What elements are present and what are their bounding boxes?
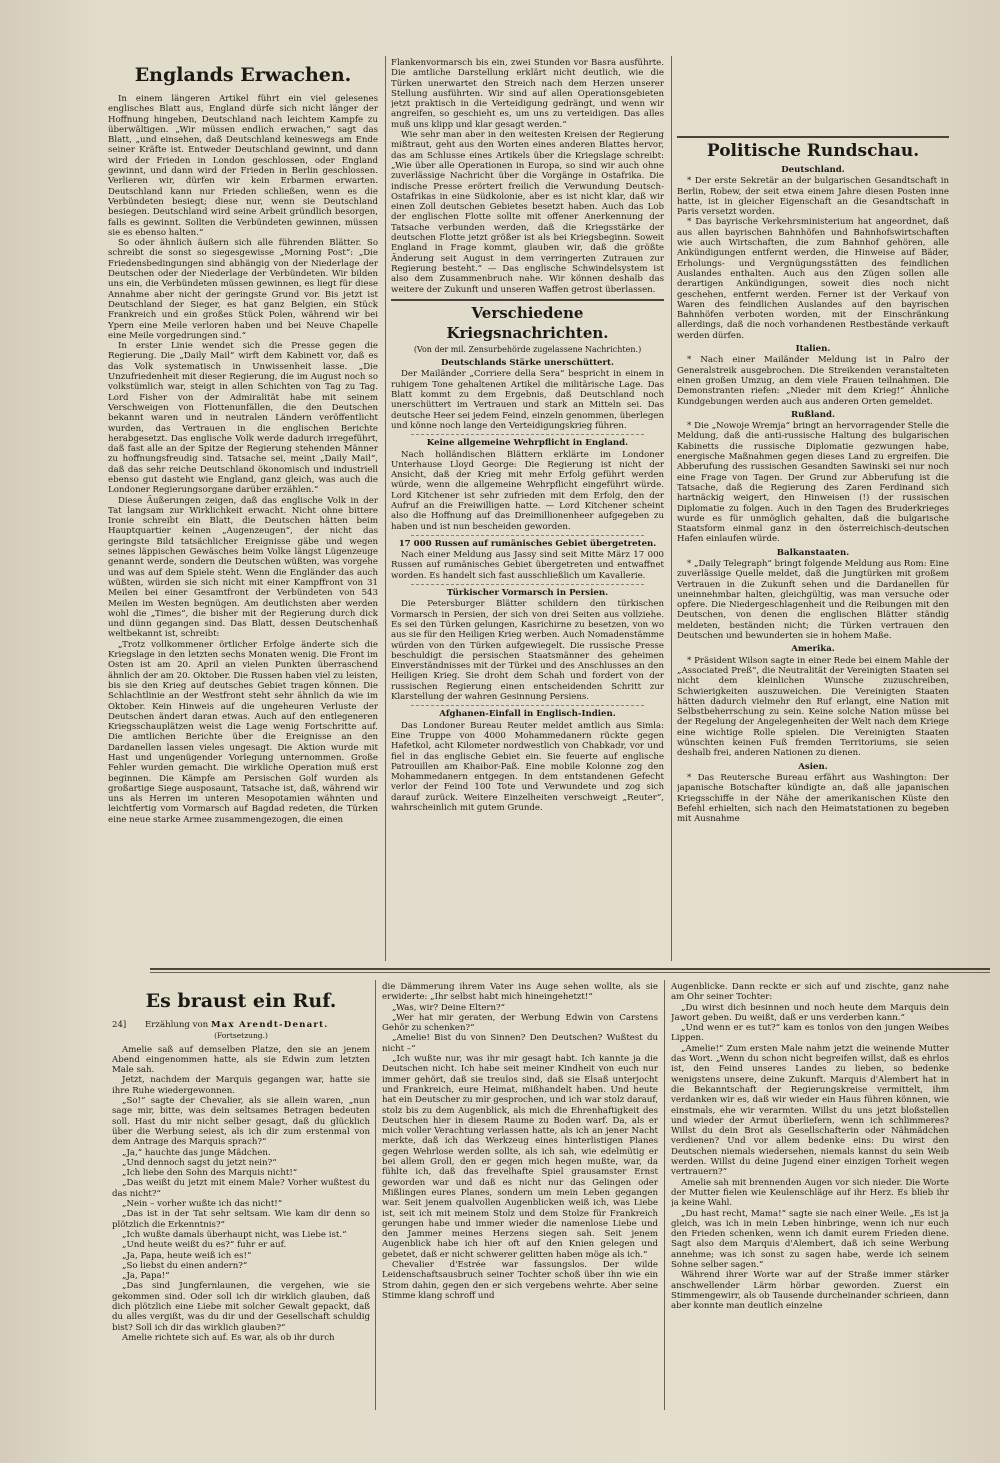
paragraph: „Was, wir? Deine Eltern?“: [392, 1002, 506, 1013]
separator: [411, 535, 644, 536]
article-title: Verschiedene Kriegsnachrichten.: [446, 303, 609, 342]
article-title: Politische Rundschau.: [706, 141, 920, 161]
paragraph: * Nach einer Mailänder Meldung ist in Palro der Generalstreik ausgebrochen. Die Streikenden veranstalteten einen großen Umzug, an dem viele Frauen teilnahmen. Die Demonstranten riefen: „Nieder mit dem Krieg!“ Ähnliche Kundgebungen werden auch aus anderen Orten gemeldet.: [677, 355, 949, 407]
column-three: [677, 58, 949, 963]
section-heading: Afghanen-Einfall in Englisch-Indien.: [439, 709, 616, 720]
paragraph: „Und dennoch sagst du jetzt nein?“: [122, 1157, 277, 1168]
paragraph: Der Mailänder „Corriere della Sera“ bespricht in einem in ruhigem Tone gehaltenen Artikel die militärische Lage. Das Blatt kommt zu dem Ergebnis, daß Deutschland noch unerschüttert im Vertrauen und stark an Mitteln sei. Das deutsche Heer sei jedem Feind, einzeln genommen, überlegen und könne noch lange den Verteidigungskrieg führen.: [391, 369, 664, 431]
paragraph: „Du hast recht, Mama!“ sagte sie nach einer Weile. „Es ist ja gleich, was ich in mein Leben hinbringe, wenn ich nur euch den Frieden schenken, wenn ich damit eurem Frieden diene. Sagt also dem Marquis d'Alembert, daß ich seine Werbung annehme; was ich sonst zu sagen habe, werde ich seinem Sohne selber sagen.“: [671, 1208, 949, 1271]
paragraph: In erster Linie wendet sich die Presse gegen die Regierung. Die „Daily Mail“ wirft dem Kabinett vor, daß es das Volk systematisch in Unwissenheit lasse. „Die Unzufriedenheit mit dieser Regierung, die im August noch so volkstümlich war, steigt in allen Schichten von Tag zu Tag. Lord Fisher von der Admiralität habe mit seinem Verschweigen von Flottenunfällen, die den Deutschen bekannt waren und in neutralen Ländern veröffentlicht wurden, das Vertrauen in die englischen Berichte herabgesetzt. Das englische Volk werde dadurch irregeführt, daß fast alle an der Spitze der Regierung stehenden Männer zu hoffnungsfreudig sind. Tatsache sei, meint „Daily Mail“, daß das sehr reiche Deutschland ökonomisch und industriell ebenso gut dasteht wie England, ganz gleich, was auch die Londoner Regierungsorgane darüber erzählen.“: [108, 341, 378, 496]
paragraph: „Das weißt du jetzt mit einem Male? Vorher wußtest du das nicht?“: [112, 1178, 370, 1199]
paragraph: „Ich wußte nur, was ihr mir gesagt habt. Ich kannte ja die Deutschen nicht. Ich habe seit meiner Kindheit von euch nur immer gehört, daß sie treulos sind, daß sie Elsaß unterjocht und Frankreich, eure Heimat, mißhandelt haben. Und heute hat ein Deutscher zu mir gesprochen, und ich war stolz darauf, stolz bis zu dem Augenblick, als mich die Ehrenhaftigkeit des Deutschen hier in diesem Raume zu Boden warf. Da, als er mich voller Verachtung verlassen hatte, als ich an jener Nacht merkte, daß ich das Werkzeug eines hinterlistigen Planes gegen Wehrlose werden sollte, als ich sah, wie edelmütig er bei allem Groll, den er gegen mich hegen mußte, war, da fühlte ich, daß das frevelhafte Spiel grausamster Ernst geworden war und daß es nicht nur das Gelingen oder Mißlingen eures Planes, sondern um mein Leben gegangen war. Seit jenem qualvollen Augenblicken weiß ich, was Liebe ist, seit ich mit meinem Stolz und dem Stolze für Frankreich gerungen habe und immer wieder die namenlose Liebe und den Jammer meines Herzens siegen sah. Seit jenem Augenblick habe ich hier oft auf den Knien gelegen und gebetet, daß er nicht schwerer gelitten haben möge als ich.“: [382, 1054, 658, 1260]
paragraph: „Das ist in der Tat sehr seltsam. Wie kam dir denn so plötzlich die Erkenntnis?“: [112, 1209, 370, 1230]
column-rule: [385, 56, 386, 961]
paragraph: Amelie saß auf demselben Platze, den sie an jenem Abend eingenommen hatte, als sie Edwin zum letzten Male sah.: [112, 1044, 370, 1076]
column-rule: [375, 980, 376, 1410]
section-heading: Deutschland.: [781, 165, 845, 175]
section-heading: 17 000 Russen auf rumänisches Gebiet übergetreten.: [398, 538, 657, 549]
paragraph: So oder ähnlich äußern sich alle führenden Blätter. So schreibt die sonst so siegesgewisse „Morning Post“: „Die Friedensbedingungen sind abhängig von der Niederlage der Deutschen oder der Niederlage der Verbündeten. Wir bilden uns ein, die Verbündeten müssen gewinnen, es liegt für diese Annahme aber nicht der geringste Grund vor. Bis jetzt ist Deutschland der Sieger, es hat ganz Belgien, ein Stück Frankreich und ein großes Stück Polen, während wir bei Ypern eine Meile verloren haben und bei Neuve Chapelle eine Meile vorgedrungen sind.“: [108, 238, 378, 341]
paragraph: die Dämmerung ihrem Vater ins Auge sehen wollte, als sie erwiderte: „Ihr selbst habt mich hineingehetzt!“: [382, 982, 658, 1003]
paragraph: Chevalier d'Estrée war fassungslos. Der wilde Leidenschaftsausbruch seiner Tochter schoß über ihn wie ein Strom dahin, gegen den er sich vergebens wehrte. Aber seine Stimme klang schroff und: [382, 1260, 658, 1301]
paragraph: „Ich liebe den Sohn des Marquis nicht!“: [122, 1168, 298, 1179]
paragraph: * Das Reutersche Bureau erfährt aus Washington: Der japanische Botschafter kündigte an, daß alle japanischen Kriegsschiffe in der Nähe der amerikanischen Küste den Befehl erhielten, sich nach den Heimatstationen zu begeben mit Ausnahme: [677, 772, 949, 825]
paragraph: Wie sehr man aber in den weitesten Kreisen der Regierung mißtraut, geht aus den Worten eines anderen Blattes hervor, das am Schlusse eines Artikels über die Kriegslage schreibt: „Wie über alle Operationen in Europa, so sind wir auch ohne zuverlässige Nachricht über die Vorgänge in Ostafrika. Die indische Presse erörtert freilich die Verwundung Deutsch-Ostafrikas in eine Südkolonie, aber es ist nicht klar, daß wir einen Zoll deutschen Gebietes besetzt haben. Auch das Lob der englischen Flotte sollte mit offener Anerkennung der Tatsache verbunden werden, daß die Kriegsstärke der deutschen Flotte jetzt größer ist als bei Kriegsbeginn. Soweit England in Frage kommt, glauben wir, daß die größte Änderung seit August in dem verringerten Zutrauen zur Regierung besteht.“ — Das englische Schwindelsystem ist also dem Zusammenbruch nahe. Wir können deshalb das weitere der Zukunft und unseren Waffen getrost überlassen.: [391, 130, 664, 295]
paragraph: * Der erste Sekretär an der bulgarischen Gesandtschaft in Berlin, Robew, der seit etwa einem Jahre diesen Posten inne hatte, ist in gleicher Eigenschaft an die Gesandtschaft in Paris versetzt worden.: [677, 176, 949, 218]
paragraph: Diese Äußerungen zeigen, daß das englische Volk in der Tat langsam zur Wirklichkeit erwacht. Nicht ohne bittere Ironie schreibt ein Blatt, die Deutschen hätten beim Hauptquartier keinen „Augenzeugen“, der nicht das geringste Bild tatsächlicher Ereignisse gäbe und wegen seines läppischen Gewäsches beim Volke längst Lügenzeuge genannt werde, sondern die Deutschen wüßten, was vorgehe und was auf dem Spiele steht. Wenn die Engländer das auch wüßten, würden sie sich nicht mit einer Kampffront von 31 Meilen bei einer Gesamtfront der Verbündeten von 543 Meilen im Westen begnügen. Am deutlichsten aber werden wohl die „Times“, die bisher mit der Regierung durch dick und dünn gegangen sind. Das Blatt, dessen Deutschenhaß weltbekannt ist, schreibt:: [108, 495, 378, 640]
article-title: Englands Erwachen.: [134, 64, 352, 86]
section-heading: Italien.: [795, 344, 831, 355]
section-heading: Deutschlands Stärke unerschüttert.: [440, 358, 615, 369]
paragraph: Amelie richtete sich auf. Es war, als ob ihr durch: [122, 1332, 335, 1343]
section-heading: Keine allgemeine Wehrpflicht in England.: [426, 438, 629, 449]
paragraph: Jetzt, nachdem der Marquis gegangen war, hatte sie ihre Ruhe wiedergewonnen.: [112, 1075, 370, 1096]
serial-number: 24]: [112, 1020, 127, 1030]
separator: [411, 705, 644, 706]
column-rule: [671, 56, 672, 961]
paragraph: „So liebst du einen andern?“: [122, 1260, 248, 1271]
paragraph: „Und wenn er es tut?“ kam es tonlos von den jungen Weibes Lippen.: [671, 1023, 949, 1044]
section-heading: Türkischer Vormarsch in Persien.: [446, 588, 609, 599]
paragraph: * Das bayrische Verkehrsministerium hat angeordnet, daß aus allen bayrischen Bahnhöfen und Bahnhofswirtschaften wie auch Wirtschaften, die zum Bahnhof gehören, alle Ankündigungen entfernt werden, die Hinweise auf Bäder, Erholungs- und Vergnügungsstätten des feindlichen Auslandes enthalten. Auch aus den Zügen sollen alle derartigen Ankündigungen, soweit dies noch nicht geschehen, entfernt werden. Ferner ist der Verkauf von Waren des feindlichen Auslandes auf den bayrischen Bahnhöfen verboten worden, mit der Einschränkung allerdings, daß die noch vorhandenen Restbestände verkauft werden dürfen.: [677, 217, 949, 341]
separator: [411, 584, 644, 585]
serial-byline: [112, 1020, 370, 1030]
paragraph: „Nein – vorher wußte ich das nicht!“: [122, 1199, 283, 1210]
paragraph: In einem längeren Artikel führt ein viel gelesenes englisches Blatt aus, England dürfe sich nicht länger der Hoffnung hingeben, Deutschland nach leichtem Kampfe zu überwältigen. „Wir müssen endlich erwachen,“ sagt das Blatt, „und einsehen, daß Deutschland keineswegs am Ende seiner Kräfte ist. Entweder Deutschland gewinnt, und dann wird der Frieden in London geschlossen, oder England gewinnt, und dann wird der Frieden in Berlin geschlossen. Verlieren wir, dürfen wir kein Erbarmen erwarten. Deutschland kann nur Frieden schließen, wenn es die Verbündeten besiegt; diese nur, wenn sie Deutschland besiegen. Deutschland wird seine Arbeit gründlich besorgen, falls es gewinnt. Sollten die Verbündeten gewinnen, müssen sie es ebenso halten.“: [108, 94, 378, 238]
paragraph: „Ich wußte damals überhaupt nicht, was Liebe ist.“: [122, 1229, 347, 1240]
paragraph: „Trotz vollkommener örtlicher Erfolge änderte sich die Kriegslage in den letzten sechs Monaten wenig. Die Front im Osten ist am 20. April an vielen Punkten überraschend ähnlich der am 20. Oktober. Die Russen haben viel zu leisten, bis sie den Krieg auf deutsches Gebiet tragen können. Die Schlachtlinie an der Westfront steht sehr ähnlich da wie im Oktober. Kein Hinweis auf die ungeheuren Verluste der Deutschen ändert daran etwas. Auch auf den entlegeneren Kriegsschauplätzen weist die Lage wenig Fortschritte auf. Die amtlichen Berichte über die Ereignisse an den Dardanellen lassen vieles ungesagt. Die Aktion wurde mit Hast und ungenügender Vorlegung unternommen. Große Fehler wurden gemacht. Die wirkliche Operation muß erst beginnen. Die Kämpfe am Persischen Golf wurden als großartige Siege ausposaunt, Tatsache ist, daß, während wir uns als Herren im unteren Mesopotamien wähnten und leichtfertig vom Vormarsch auf Bagdad redeten, die Türken eine neue starke Armee zusammengezogen, die einen: [108, 639, 378, 825]
paragraph: „Ja,“ hauchte das junge Mädchen.: [122, 1147, 271, 1158]
article-divider: [677, 136, 949, 138]
paragraph: * Die „Nowoje Wremja“ bringt an hervorragender Stelle die Meldung, daß die anti-russische Haltung des bulgarischen Kabinetts die russische Diplomatie gezwungen habe, energische Maßnahmen gegen dieses Land zu ergreifen. Die Abberufung des russischen Gesandten Sawinski sei nur noch eine Frage von Tagen. Der Grund zur Abberufung ist die Tatsache, daß die Regierung des Zaren Ferdinand sich hartnäckig weigert, den Hinweisen (!) der russischen Diplomatie zu folgen. Auch in den Tagen des Bruderkrieges wurde es für unmöglich gehalten, daß die bulgarische Staatsform einmal ganz in den österreichisch-deutschen Hafen einlaufen würde.: [677, 421, 949, 545]
serial-title: Es braust ein Ruf.: [145, 990, 337, 1012]
article-englands-erwachen: [108, 58, 378, 963]
paragraph: * Präsident Wilson sagte in einer Rede bei einem Mahle der „Associated Preß“, die Neutralität der Vereinigten Staaten sei nicht dem kleinlichen Wunsche zuzuschreiben, Schwierigkeiten auszuweichen. Die Vereinigten Staaten hätten dadurch vielmehr den Ruf erlangt, eine Nation mit Selbstbeherrschung zu sein. Keine solche Nation müsse bei der Regelung der Angelegenheiten der Welt nach dem Kriege eine wichtige Rolle spielen. Die Vereinigten Staaten wünschten keinen Fuß fremden Territoriums, sie seien deshalb frei, anderen Nationen zu dienen.: [677, 655, 949, 759]
paragraph: „Du wirst dich besinnen und noch heute dem Marquis dein Jawort geben. Du weißt, daß er uns verderben kann.“: [671, 1002, 949, 1023]
section-heading: Amerika.: [791, 644, 835, 655]
paragraph: „Amelie! Bist du von Sinnen? Den Deutschen? Wußtest du nicht –“: [382, 1033, 658, 1054]
paragraph: Nach holländischen Blättern erklärte im Londoner Unterhause Lloyd George: Die Regierung ist nicht der Ansicht, daß der Krieg mit mehr Erfolg geführt werden würde, wenn die allgemeine Wehrpflicht eingeführt würde. Lord Kitchener ist sehr zufrieden mit dem Erfolg, den der Aufruf an die Freiwilligen hatte. — Lord Kitchener scheint also die Hoffnung auf das Dreimillionenheer aufgegeben zu haben und ist nun bescheiden geworden.: [391, 449, 664, 532]
separator: [411, 434, 644, 435]
paragraph: Flankenvormarsch bis ein, zwei Stunden vor Basra ausführte. Die amtliche Darstellung erklärt nicht deutlich, wie die Türken unerwartet den Streich nach dem Herzen unserer Stellung ausführten. Wir sind auf allen Operationsgebieten jetzt praktisch in die Verteidigung gedrängt, und wenn wir angreifen, so geschieht es, um uns zu verteidigen. Das alles muß uns klipp und klar gesagt werden.“: [391, 58, 664, 130]
paragraph: „Ja, Papa!“: [122, 1271, 170, 1282]
section-heading: Rußland.: [790, 409, 835, 420]
feuilleton-divider: [150, 968, 990, 970]
paragraph: „Und heute weißt du es?“ fuhr er auf.: [122, 1240, 287, 1251]
serial-author: Max Arendt-Denart.: [210, 1020, 329, 1030]
serial-continuation: (Fortsetzung.): [214, 1031, 268, 1041]
serial-column-3: [671, 982, 949, 1407]
article-divider: [391, 299, 664, 301]
section-heading: Asien.: [798, 761, 828, 772]
paragraph: Die Petersburger Blätter schildern den türkischen Vormarsch in Persien, der sich von drei Seiten aus vollziehe. Es sei den Türken gelungen, Kasrichirne zu besetzen, von wo aus sie für den Heiligen Krieg werben. Auch Nomadenstämme würden von den Türken aufgewiegelt. Die russische Presse beschuldigt die persischen Staatsmänner des geheimen Einverständnisses mit der Türkei und des Anschlusses an den Heiligen Krieg. Sie droht dem Schah und fordert von der russischen Regierung einen entscheidenden Schritt zur Klarstellung der wahren Gesinnung Persiens.: [391, 599, 664, 703]
column-rule: [664, 980, 665, 1410]
paragraph: Amelie sah mit brennenden Augen vor sich nieder. Die Worte der Mutter fielen wie Keulenschläge auf ihr Herz. Es blieb ihr ja keine Wahl.: [671, 1177, 949, 1209]
paragraph: * „Daily Telegraph“ bringt folgende Meldung aus Rom: Eine zuverlässige Quelle meldet, daß die Jungtürken mit großem Vertrauen in die Zukunft sehen und die Dardanellen für uneinnehmbar halten, gleichgültig, was man versuche oder opfere. Die Niedergeschlagenheit und die Reibungen mit den Deutschen, von denen die englischen Blätter ständig meldeten, beständen nicht; die Türken vertrauen den Deutschen und bewunderten sie in hohem Maße.: [677, 558, 949, 642]
paragraph: Nach einer Meldung aus Jassy sind seit Mitte März 17 000 Russen auf rumänisches Gebiet übergetreten und entwaffnet worden. Es handelt sich fast ausschließlich um Kavallerie.: [391, 550, 664, 581]
paragraph: „Ja, Papa, heute weiß ich es!“: [122, 1250, 252, 1261]
feuilleton-divider-thin: [150, 972, 990, 973]
paragraph: „Das sind Jungfernlaunen, die vergehen, wie sie gekommen sind. Oder soll ich dir wirklich glauben, daß dich plötzlich eine Liebe mit solcher Gewalt gepackt, daß du alles vergißt, was du dir und der Gesellschaft schuldig bist? Soll ich dir das wirklich glauben?“: [112, 1281, 370, 1333]
serial-column-2: [382, 982, 658, 1407]
paragraph: Das Londoner Bureau Reuter meldet amtlich aus Simla: Eine Truppe von 4000 Mohammedanern rückte gegen Hafetkol, acht Kilometer nordwestlich von Chabkadr, vor und fiel in das englische Gebiet ein. Sie feuerte auf englische Patrouillen am Khaibor-Paß. Eine mobile Kolonne zog den Mohammedanern entgegen. In dem entstandenen Gefecht verlor der Feind 100 Tote und Verwundete und zog sich darauf zurück. Weitere Einzelheiten verschweigt „Reuter“, wahrscheinlich mit gutem Grunde.: [391, 720, 664, 813]
paragraph: „So!“ sagte der Chevalier, als sie allein waren, „nun sage mir, bitte, was dein seltsames Betragen bedeuten soll. Hast du mir nicht selber gesagt, daß du glücklich über die Werbung seiest, als ich dir zum erstenmal von dem Antrage des Marquis sprach?“: [112, 1096, 370, 1148]
paragraph: Während ihrer Worte war auf der Straße immer stärker anschwellender Lärm hörbar geworden. Zuerst ein Stimmengewirr, als ob Tausende durcheinander schrieen, dann aber konnte man deutlich einzelne: [671, 1270, 949, 1312]
article-subtitle: (Von der mil. Zensurbehörde zugelassene Nachrichten.): [413, 344, 642, 354]
paragraph: „Wer hat mir geraten, der Werbung Edwin von Carstens Gehör zu schenken?“: [382, 1012, 658, 1034]
byline-prefix: Erzählung von: [145, 1020, 209, 1030]
paragraph: Augenblicke. Dann reckte er sich auf und zischte, ganz nahe am Ohr seiner Tochter:: [671, 982, 949, 1003]
paragraph: „Amelie!“ Zum ersten Male nahm jetzt die weinende Mutter das Wort. „Wenn du schon nicht begreifen willst, daß es ehrlos ist, den Feind unseres Landes zu lieben, so bedenke wenigstens unsere, deine Zukunft. Marquis d'Alembert hat in die Bekanntschaft der Regierungskreise vermittelt, ihm verdanken wir es, daß wir wieder ein Haus führen können, wie einstmals, ehe wir verarmten. Willst du uns jetzt bloßstellen und wieder der Armut überliefern, wenn ich schlimmeres? Willst du dein Brot als Gesellschafterin oder Nähmädchen verdienen? Und vor allem bedenke eins: Du wirst den Deutschen niemals wiedersehen, niemals kannst du sein Weib werden. Willst du deine Jugend einer einzigen Torheit wegen vertrauern?“: [671, 1043, 949, 1178]
column-two: [391, 58, 664, 963]
continuation-space: [677, 58, 949, 136]
serial-column-1: [112, 982, 370, 1407]
section-heading: Balkanstaaten.: [776, 547, 850, 558]
